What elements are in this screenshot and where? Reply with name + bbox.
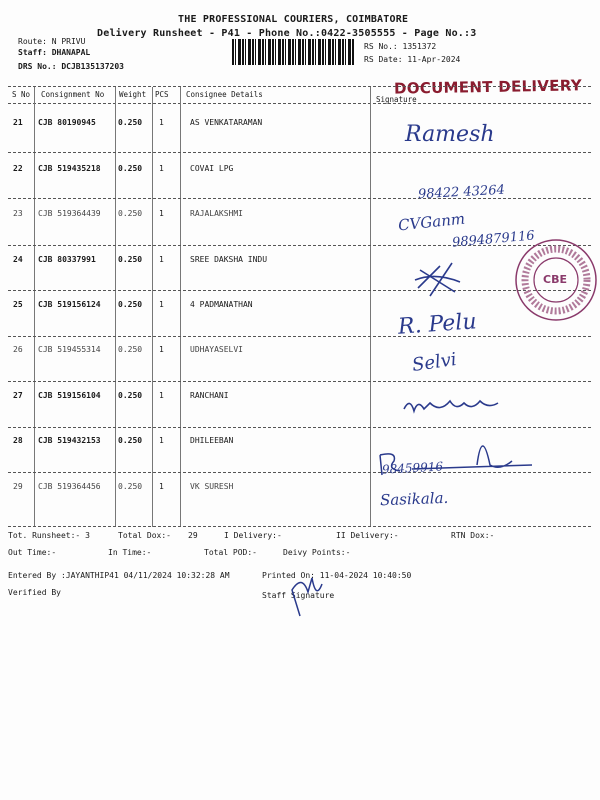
row-consignee: VK SURESH [190, 482, 234, 491]
row-sno: 21 [13, 118, 23, 127]
row-sno: 24 [13, 255, 23, 264]
row-weight: 0.250 [118, 482, 143, 491]
col-sno: S No [12, 90, 31, 99]
row-sno: 26 [13, 345, 23, 354]
row-pcs: 1 [159, 300, 164, 309]
company-title: THE PROFESSIONAL COURIERS, COIMBATORE [178, 14, 409, 25]
row-consignee: RAJALAKSHMI [190, 209, 243, 218]
runsheet-subtitle: Delivery Runsheet - P41 - Phone No.:0422-3505555 - Page No.:3 [97, 28, 477, 39]
row-pcs: 1 [159, 209, 164, 218]
entered-by: Entered By :JAYANTHIP41 04/11/2024 10:32:28 AM [8, 571, 230, 580]
row-consignment: CJB 519455314 [38, 345, 101, 354]
signature-r27-scribble [400, 395, 510, 419]
row-divider [8, 152, 591, 153]
row-consignment: CJB 519156104 [38, 391, 101, 400]
row-divider [8, 336, 591, 337]
row-weight: 0.250 [118, 436, 143, 445]
row-consignee: COVAI LPG [190, 164, 234, 173]
rtn-dox: RTN Dox:- [451, 531, 495, 540]
row-weight: 0.250 [118, 164, 143, 173]
signature-r29: Sasikala. [379, 488, 449, 510]
staff-signature-label: Staff Signature [262, 591, 335, 600]
row-sno: 22 [13, 164, 23, 173]
signature-r22: 98422 43264 [417, 182, 506, 203]
col-pcs: PCS [155, 90, 169, 99]
row-pcs: 1 [159, 164, 164, 173]
header-bottom-rule [8, 103, 591, 104]
barcode [232, 39, 354, 65]
signature-r25: R. Pelu [397, 309, 478, 340]
verified-by: Verified By [8, 588, 61, 597]
col-weight: Weight [119, 90, 147, 99]
document-delivery-stamp: DOCUMENT DELIVERY [393, 76, 583, 98]
signature-r28-scribble [372, 425, 542, 485]
signature-r26: Selvi [410, 348, 458, 377]
rs-number: RS No.: 1351372 [364, 42, 437, 51]
row-consignee: UDHAYASELVI [190, 345, 243, 354]
col-consignment: Consignment No [41, 90, 105, 99]
total-dox-label: Total Dox:- [118, 531, 171, 540]
row-consignment: CJB 80337991 [38, 255, 96, 264]
signature-r23-name: CVGanm [397, 209, 466, 235]
ii-delivery: II Delivery:- [336, 531, 399, 540]
signature-r24-scribble [410, 258, 470, 300]
route-label: Route: N PRIVU [18, 37, 86, 46]
row-pcs: 1 [159, 391, 164, 400]
staff-label: Staff: DHANAPAL [18, 48, 91, 57]
row-consignee: SREE DAKSHA INDU [190, 255, 268, 264]
rs-date: RS Date: 11-Apr-2024 [364, 55, 461, 64]
row-consignment: CJB 519156124 [38, 300, 101, 309]
row-pcs: 1 [159, 118, 164, 127]
row-consignment: CJB 519364456 [38, 482, 101, 491]
header-top-rule [8, 86, 591, 87]
total-runsheet: Tot. Runsheet:- 3 [8, 531, 90, 540]
total-dox-value: 29 [188, 531, 198, 540]
row-consignee: DHILEEBAN [190, 436, 234, 445]
row-divider [8, 381, 591, 382]
row-consignment: CJB 80190945 [38, 118, 96, 127]
signature-r28-phone: 98459916 [381, 459, 444, 477]
col-divider [34, 87, 35, 527]
col-divider [152, 87, 153, 527]
signature-r23-phone: 9894879116 [451, 228, 536, 251]
row-weight: 0.250 [118, 118, 143, 127]
row-divider [8, 290, 591, 291]
row-pcs: 1 [159, 345, 164, 354]
row-sno: 25 [13, 300, 23, 309]
row-consignee: RANCHANI [190, 391, 229, 400]
staff-signature-scribble [282, 570, 332, 620]
out-time: Out Time:- [8, 548, 57, 557]
row-consignee: 4 PADMANATHAN [190, 300, 253, 309]
delivery-points: Deivy Points:- [283, 548, 351, 557]
row-pcs: 1 [159, 436, 164, 445]
row-sno: 23 [13, 209, 23, 218]
printed-on: Printed On: 11-04-2024 10:40:50 [262, 571, 412, 580]
seal-center-text: CBE [543, 273, 567, 286]
row-pcs: 1 [159, 482, 164, 491]
row-weight: 0.250 [118, 300, 143, 309]
row-weight: 0.250 [118, 209, 143, 218]
row-divider [8, 526, 591, 527]
drs-number: DRS No.: DCJB135137203 [18, 62, 124, 71]
row-sno: 29 [13, 482, 23, 491]
col-consignee: Consignee Details [186, 90, 263, 99]
row-divider [8, 198, 591, 199]
row-weight: 0.250 [118, 391, 143, 400]
row-pcs: 1 [159, 255, 164, 264]
i-delivery: I Delivery:- [224, 531, 282, 540]
col-divider [180, 87, 181, 527]
row-consignment: CJB 519432153 [38, 436, 101, 445]
row-weight: 0.250 [118, 345, 143, 354]
col-divider [370, 87, 371, 527]
total-pod: Total POD:- [204, 548, 257, 557]
col-signature: Signature [376, 95, 417, 104]
row-sno: 27 [13, 391, 23, 400]
in-time: In Time:- [108, 548, 152, 557]
company-seal [514, 238, 598, 322]
row-sno: 28 [13, 436, 23, 445]
row-weight: 0.250 [118, 255, 143, 264]
col-divider [115, 87, 116, 527]
signature-r21: Ramesh [405, 122, 495, 147]
row-consignment: CJB 519435218 [38, 164, 101, 173]
row-consignment: CJB 519364439 [38, 209, 101, 218]
row-consignee: AS VENKATARAMAN [190, 118, 263, 127]
